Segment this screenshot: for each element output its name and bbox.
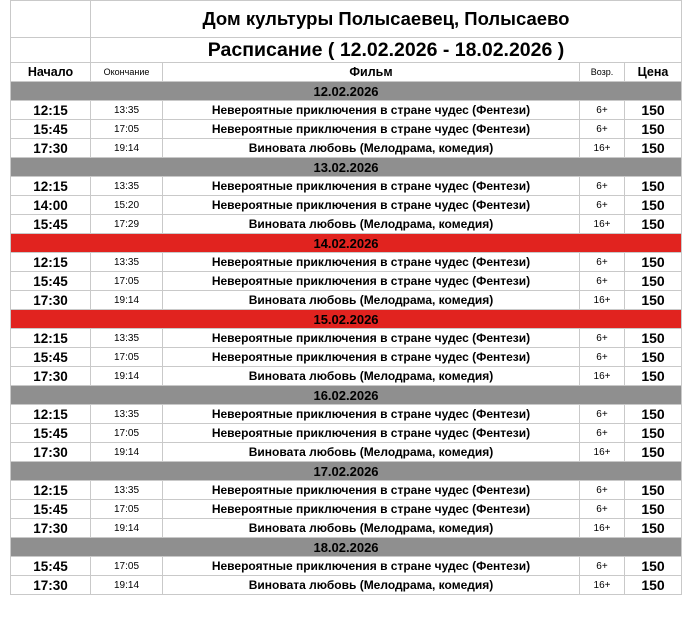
ticket-price: 150 [625,215,682,234]
corner-cell [11,1,91,38]
age-rating: 6+ [580,348,625,367]
film-title: Виновата любовь (Мелодрама, комедия) [163,291,580,310]
screening-row [11,139,682,158]
start-time: 14:00 [11,196,91,215]
age-rating: 16+ [580,291,625,310]
ticket-price: 150 [625,424,682,443]
film-title: Невероятные приключения в стране чудес (Фентези) [163,424,580,443]
film-title: Невероятные приключения в стране чудес (Фентези) [163,348,580,367]
age-rating: 6+ [580,120,625,139]
ticket-price: 150 [625,405,682,424]
date-label: 15.02.2026 [11,310,682,329]
screening-row [11,500,682,519]
date-header-row [11,310,682,329]
screening-row [11,253,682,272]
end-time: 19:14 [91,367,163,386]
start-time: 12:15 [11,481,91,500]
end-time: 13:35 [91,405,163,424]
date-header-row [11,386,682,405]
ticket-price: 150 [625,196,682,215]
end-time: 17:05 [91,272,163,291]
film-title: Невероятные приключения в стране чудес (Фентези) [163,272,580,291]
age-rating: 16+ [580,367,625,386]
age-rating: 6+ [580,405,625,424]
age-rating: 16+ [580,576,625,595]
date-label: 13.02.2026 [11,158,682,177]
film-title: Невероятные приключения в стране чудес (Фентези) [163,557,580,576]
date-header-row [11,82,682,101]
header-age: Возр. [580,63,625,82]
screening-row [11,576,682,595]
date-header-row [11,462,682,481]
date-label: 16.02.2026 [11,386,682,405]
start-time: 15:45 [11,120,91,139]
start-time: 12:15 [11,405,91,424]
end-time: 17:05 [91,348,163,367]
age-rating: 16+ [580,443,625,462]
start-time: 17:30 [11,367,91,386]
ticket-price: 150 [625,329,682,348]
end-time: 19:14 [91,139,163,158]
film-title: Невероятные приключения в стране чудес (Фентези) [163,101,580,120]
end-time: 15:20 [91,196,163,215]
date-label: 18.02.2026 [11,538,682,557]
ticket-price: 150 [625,557,682,576]
period-row [11,38,682,63]
end-time: 19:14 [91,576,163,595]
ticket-price: 150 [625,519,682,538]
ticket-price: 150 [625,291,682,310]
end-time: 17:29 [91,215,163,234]
ticket-price: 150 [625,272,682,291]
age-rating: 6+ [580,253,625,272]
start-time: 15:45 [11,348,91,367]
start-time: 15:45 [11,424,91,443]
end-time: 17:05 [91,500,163,519]
date-header-row [11,234,682,253]
age-rating: 6+ [580,329,625,348]
venue-title: Дом культуры Полысаевец, Полысаево [91,1,682,38]
date-label: 12.02.2026 [11,82,682,101]
age-rating: 6+ [580,101,625,120]
age-rating: 16+ [580,215,625,234]
date-header-row [11,538,682,557]
end-time: 13:35 [91,329,163,348]
screening-row [11,557,682,576]
end-time: 19:14 [91,519,163,538]
age-rating: 16+ [580,519,625,538]
end-time: 19:14 [91,291,163,310]
ticket-price: 150 [625,120,682,139]
film-title: Виновата любовь (Мелодрама, комедия) [163,215,580,234]
schedule-period: Расписание ( 12.02.2026 - 18.02.2026 ) [91,38,682,63]
start-time: 12:15 [11,329,91,348]
title-row [11,1,682,38]
film-title: Невероятные приключения в стране чудес (Фентези) [163,329,580,348]
ticket-price: 150 [625,101,682,120]
screening-row [11,177,682,196]
ticket-price: 150 [625,576,682,595]
screening-row [11,215,682,234]
start-time: 12:15 [11,177,91,196]
end-time: 13:35 [91,101,163,120]
ticket-price: 150 [625,139,682,158]
end-time: 17:05 [91,120,163,139]
age-rating: 6+ [580,196,625,215]
screening-row [11,101,682,120]
film-title: Виновата любовь (Мелодрама, комедия) [163,519,580,538]
start-time: 17:30 [11,519,91,538]
schedule-table [10,0,682,595]
age-rating: 6+ [580,272,625,291]
header-film: Фильм [163,63,580,82]
date-header-row [11,158,682,177]
start-time: 17:30 [11,139,91,158]
age-rating: 6+ [580,177,625,196]
age-rating: 6+ [580,557,625,576]
screening-row [11,329,682,348]
film-title: Невероятные приключения в стране чудес (Фентези) [163,500,580,519]
start-time: 17:30 [11,443,91,462]
start-time: 12:15 [11,253,91,272]
film-title: Невероятные приключения в стране чудес (Фентези) [163,253,580,272]
ticket-price: 150 [625,367,682,386]
screening-row [11,481,682,500]
screening-row [11,272,682,291]
film-title: Невероятные приключения в стране чудес (Фентези) [163,405,580,424]
film-title: Виновата любовь (Мелодрама, комедия) [163,576,580,595]
screening-row [11,519,682,538]
age-rating: 6+ [580,424,625,443]
screening-row [11,443,682,462]
start-time: 15:45 [11,500,91,519]
ticket-price: 150 [625,253,682,272]
ticket-price: 150 [625,500,682,519]
screening-row [11,348,682,367]
screening-row [11,196,682,215]
start-time: 15:45 [11,215,91,234]
end-time: 17:05 [91,424,163,443]
start-time: 15:45 [11,272,91,291]
age-rating: 6+ [580,500,625,519]
end-time: 19:14 [91,443,163,462]
corner-cell [11,38,91,63]
film-title: Невероятные приключения в стране чудес (Фентези) [163,481,580,500]
film-title: Виновата любовь (Мелодрама, комедия) [163,443,580,462]
header-end: Окончание [91,63,163,82]
screening-row [11,120,682,139]
film-title: Невероятные приключения в стране чудес (Фентези) [163,196,580,215]
start-time: 15:45 [11,557,91,576]
header-start: Начало [11,63,91,82]
age-rating: 16+ [580,139,625,158]
film-title: Невероятные приключения в стране чудес (Фентези) [163,120,580,139]
end-time: 13:35 [91,177,163,196]
ticket-price: 150 [625,443,682,462]
start-time: 17:30 [11,576,91,595]
header-price: Цена [625,63,682,82]
column-header-row [11,63,682,82]
screening-row [11,367,682,386]
film-title: Виновата любовь (Мелодрама, комедия) [163,367,580,386]
screening-row [11,291,682,310]
ticket-price: 150 [625,481,682,500]
ticket-price: 150 [625,177,682,196]
end-time: 13:35 [91,253,163,272]
screening-row [11,405,682,424]
film-title: Виновата любовь (Мелодрама, комедия) [163,139,580,158]
end-time: 17:05 [91,557,163,576]
start-time: 17:30 [11,291,91,310]
ticket-price: 150 [625,348,682,367]
date-label: 17.02.2026 [11,462,682,481]
start-time: 12:15 [11,101,91,120]
age-rating: 6+ [580,481,625,500]
screening-row [11,424,682,443]
date-label: 14.02.2026 [11,234,682,253]
end-time: 13:35 [91,481,163,500]
film-title: Невероятные приключения в стране чудес (Фентези) [163,177,580,196]
